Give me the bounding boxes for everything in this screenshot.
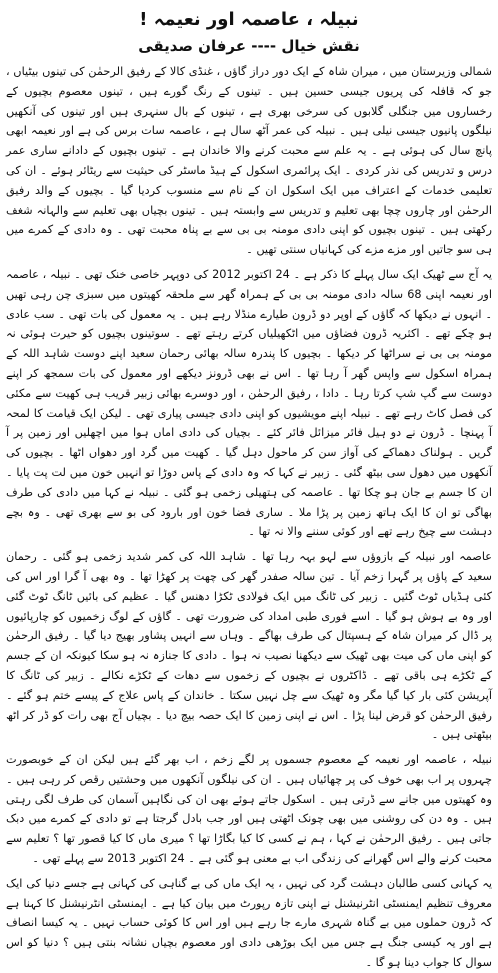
paragraph: یہ کہانی کسی طالبان دہشت گرد کی نہیں ، یہ ایک ماں کی بے گناہی کی کہانی ہے جسے دنیا کی ایک معروف تنظیم ایمنسٹی انٹرنیشنل نے اپنی تازہ رپورٹ میں بیان کیا ہے ۔ ایمنسٹی انٹرنیشنل کا کہنا ہے کہ ڈرون حملوں میں بے گناہ شہری مارے جا رہے ہیں اور اس کا کوئی حساب نہیں ۔ یہ کیسا انصاف ہے اور یہ کیسی جنگ ہے جس میں ایک بوڑھی دادی اور معصوم بچیاں نشانہ بنتی ہیں ؟ دنیا کو اس سوال کا جواب دینا ہو گا ۔ <box>6 876 492 970</box>
paragraph: نبیلہ ، عاصمہ اور نعیمہ کے معصوم جسموں پر لگے زخم ، اب بھر گئے ہیں لیکن ان کے خوبصورت چہروں پر اب بھی خوف کی پر چھائیاں ہیں ۔ ان کی نیلگوں آنکھوں میں وحشتیں رقص کر رہی ہیں ۔ وہ کھیتوں میں جانے سے ڈرتی ہیں ۔ اسکول جاتے ہوئے بھی ان کی نگاہیں آسمان کی طرف لگی رہتی ہیں ۔ وہ دن کی روشنی میں بھی چونک اٹھتی ہیں اور جب بادل گرجتا ہے تو دادی کے کمرے میں دبک جاتی ہیں ۔ رفیق الرحمٰن نے کہا ، ہم نے کسی کا کیا بگاڑا تھا ؟ میری ماں کا کیا قصور تھا ؟ تعلیم سے محبت کرنے والے اس گھرانے کی زندگی اب بے معنی ہو گئی ہے ۔ 24 اکتوبر 2013 سے پہلے تھی ۔ <box>6 753 492 866</box>
paragraph: شمالی وزیرستان میں ، میران شاہ کے ایک دور دراز گاؤں ، غنڈی کالا کے رفیق الرحمٰن کی تینوں بیٹیاں ، جو کہ قافلہ کی پریوں جیسی حسین ہیں ۔ تینوں کے رنگ گورے ہیں ، تینوں معصوم بچیوں کے رخساروں میں جنگلی گلابوں کی سرخی بھری ہے ، تینوں کے بال سنہری ہیں اور تینوں کی آنکھیں نیلگوں پانیوں جیسی نیلی ہیں ۔ نبیلہ کی عمر آٹھ سال ہے ، عاصمہ سات برس کی ہے اور نعیمہ ابھی پانچ سال کی ہوئی ہے ۔ یہ علم سے محبت کرنے والا خاندان ہے ۔ تینوں بچیوں کے دادانے ساری عمر درس و تدریس کی نذر کردی ۔ ایک پرائمری اسکول کے ہیڈ ماسٹر کی حیثیت سے ریٹائر ہوئے ۔ ان کی تعلیمی خدمات کے اعتراف میں ایک اسکول ان کے نام سے منسوب کردیا گیا ۔ بچیوں کے والد رفیق الرحمٰن اور چاروں چچا بھی تعلیم و تدریس سے وابستہ ہیں ۔ تینوں بچیاں بھی تعلیم سے والہانہ شغف رکھتی ہیں ۔ تینوں بچیوں کو اپنی دادی مومنہ بی بی سے بے پناہ محبت تھی ۔ وہ دادی کے کمرے میں ہی سو جاتیں اور مزے مزے کی کہانیاں سنتی تھیں ۔ <box>6 65 492 257</box>
page-title: نبیلہ ، عاصمہ اور نعیمہ ! <box>139 9 359 30</box>
paragraph: یہ آج سے ٹھیک ایک سال پہلے کا ذکر ہے ۔ 24 اکتوبر 2012 کی دوپہر خاصی خنک تھی ۔ نبیلہ ، عاصمہ اور نعیمہ اپنی 68 سالہ دادی مومنہ بی بی کے ہمراہ گھر سے ملحقہ کھیتوں میں سبزی چن رہی تھیں ۔ انہوں نے دیکھا کہ گاؤں کے اوپر دو ڈرون طیارے منڈلا رہے ہیں ۔ یہ معمول کی بات تھی ۔ سب عادی ہو چکے تھے ۔ اکثریہ ڈرون فضاؤں میں اٹکھیلیاں کرتے رہتے تھے ۔ سوتینوں بچیوں کو حیرت ہوئی نہ مومنہ بی بی نے سراٹھا کر دیکھا ۔ بچیوں کا پندرہ سالہ بھائی رحمان سعید اپنے دوست شاہد اللہ کے ہمراہ اسکول سے واپس گھر آ رہا تھا ۔ اس نے بھی ڈرونز دیکھے اور معمول کی بات سمجھ کر اپنے دوست سے گپ شپ کرتا رہا ۔ دادا ، رفیق الرحمٰن ، اور دوسرے بھائی زبیر قریب ہی کھیت سے مکئی کی فصل کاٹ رہے تھے ۔ نبیلہ اپنے مویشیوں کو اپنی دادی جیسی پیاری تھی ۔ لیکن ایک قیامت کا لمحہ آ پہنچا ۔ ڈرون نے دو ہیل فائر میزائل فائر کئے ۔ بچیاں کی دادی اماں ہوا میں اچھلیں اور زمین پر آ گریں ۔ ہولناک دھماکے کی آواز سن کر ماحول دہل گیا ۔ کھیت میں گرد اور دھواں اٹھا ۔ بچیوں کی آنکھوں میں دھول سی بیٹھ گئی ۔ زبیر نے کہا کہ وہ دادی کے پاس دوڑا تو انہیں خون میں لت پت پایا ۔ ان کا جسم بے جان ہو چکا تھا ۔ عاصمہ کی ہتھیلی زخمی ہو گئی ۔ نبیلہ نے کہا میں دادی کی طرف بھاگی تو ان کا ایک ہاتھ زمین پر پڑا ملا ۔ ساری فضا خون اور بارود کی بو سے بھری تھی ۔ وہ بچے دہشت سے چیخ رہے تھے اور کوئی سننے والا نہ تھا ۔ <box>6 267 492 539</box>
byline: نقش خیال ---- عرفان صدیقی <box>138 37 360 55</box>
article-body <box>6 62 492 973</box>
paragraph: عاصمہ اور نبیلہ کے بازوؤں سے لہو بہہ رہا تھا ۔ شاہد اللہ کی کمر شدید زخمی ہو گئی ۔ رحمان سعید کے پاؤں پر گہرا زخم آیا ۔ تین سالہ صفدر گھر کی چھت پر کھڑا تھا ۔ وہ بھی آ گرا اور اس کی کئی ہڈیاں ٹوٹ گئیں ۔ زبیر کی ٹانگ میں ایک فولادی ٹکڑا دھنس گیا ۔ عظیم کی بائیں ٹانگ ٹوٹ گئی اور وہ بے ہوش ہو گیا ۔ اسے فوری طبی امداد کی ضرورت تھی ۔ گاؤں کے لوگ زخمیوں کو چارپائیوں پر ڈال کر میران شاہ کے ہسپتال کی طرف بھاگے ۔ وہاں سے انہیں پشاور بھیج دیا گیا ۔ رفیق الرحمٰن کو اپنی ماں کی میت بھی ٹھیک سے دیکھنا نصیب نہ ہوا ۔ دادی کا جنازہ نہ ہو سکا کیونکہ ان کے جسم کے ٹکڑے ہی باقی تھے ۔ ڈاکٹروں نے بچیوں کے زخموں سے دھات کے ٹکڑے نکالے ۔ زبیر کی ٹانگ کا آپریشن کئی بار کیا گیا مگر وہ ٹھیک سے چل نہیں سکتا ۔ خاندان کے پاس علاج کے پیسے ختم ہو گئے ۔ رفیق الرحمٰن کو قرض لینا پڑا ۔ اس نے اپنی زمین کا ایک حصہ بیچ دیا ۔ بچیاں آج بھی رات کو ڈر کر اٹھ بیٹھتی ہیں ۔ <box>6 550 492 742</box>
